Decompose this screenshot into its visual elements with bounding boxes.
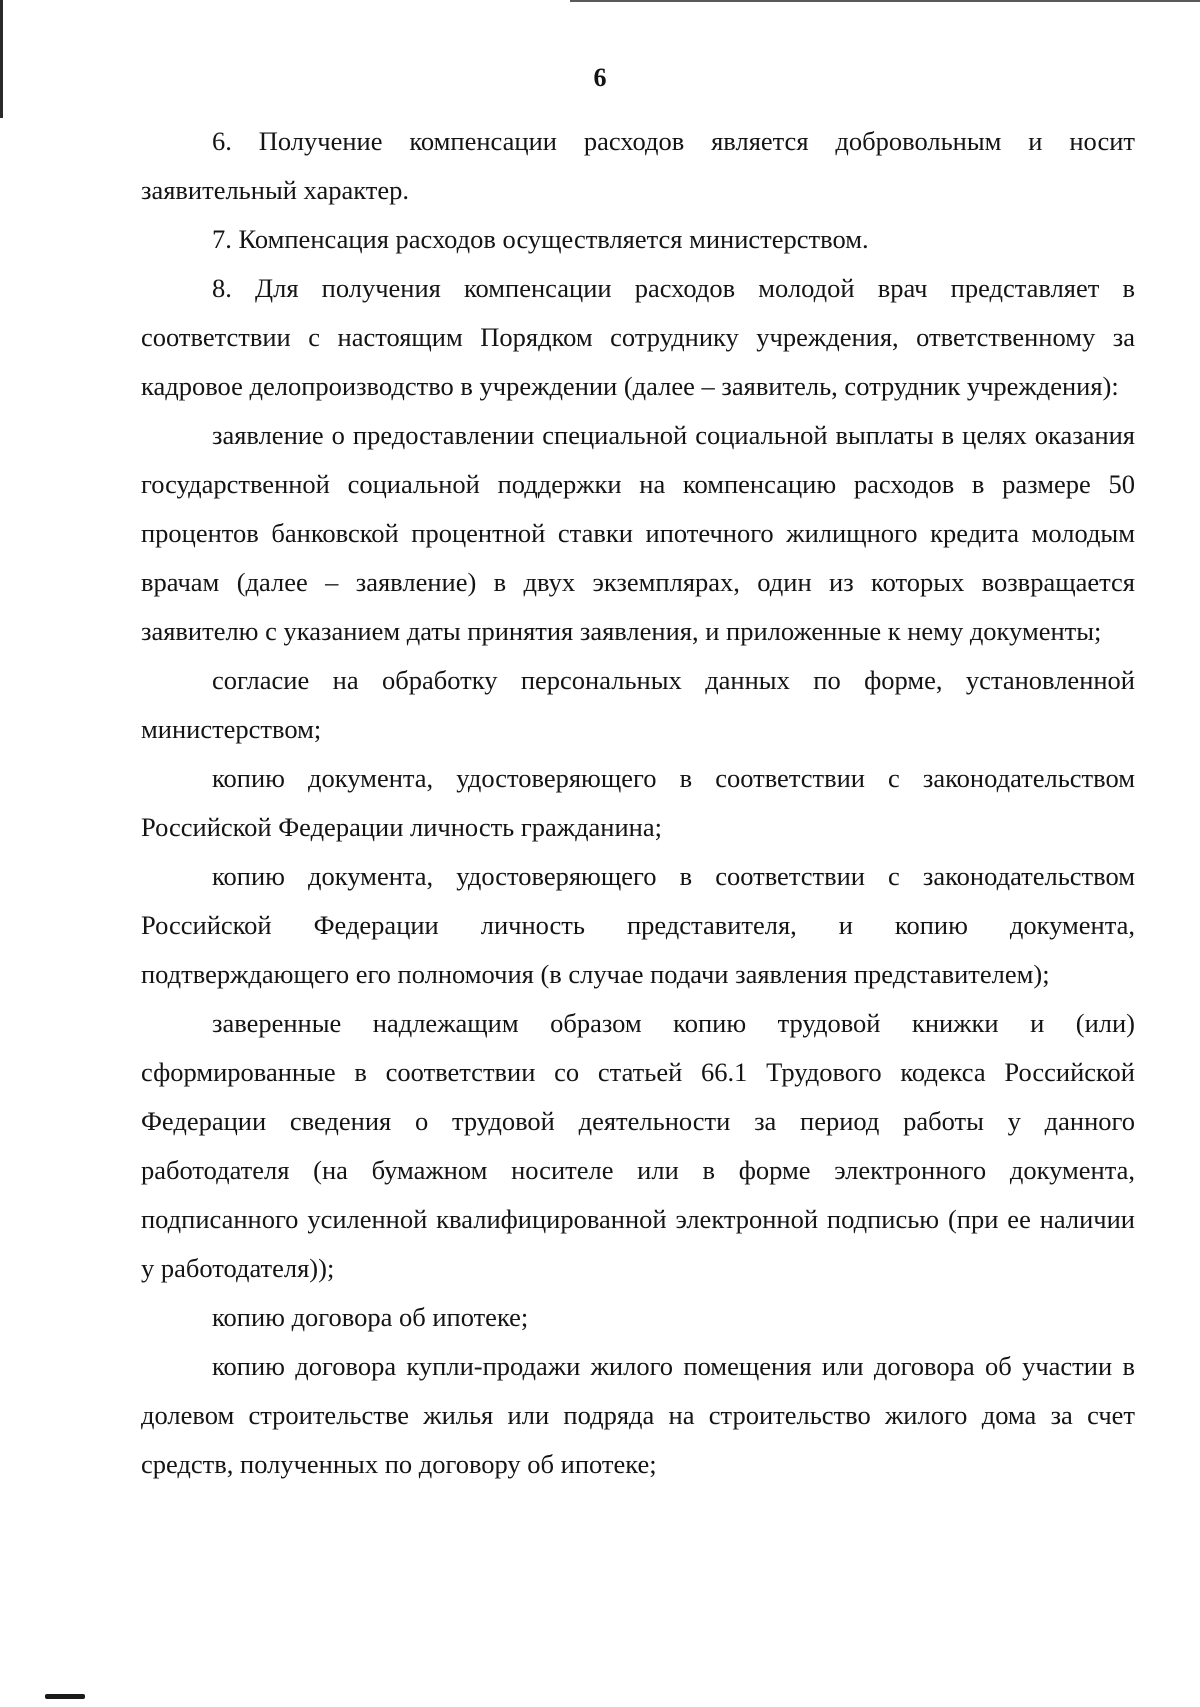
page-number: 6 bbox=[593, 63, 607, 92]
paragraph-item-7: 7. Компенсация расходов осуществляется министерством. bbox=[212, 224, 869, 254]
list-item-consent: согласие на обработку персональных данных по форме, установленной министерством; bbox=[141, 665, 1135, 744]
scan-edge-shadow-top bbox=[570, 0, 1200, 2]
list-item-mortgage-agreement: копию договора об ипотеке; bbox=[212, 1302, 529, 1332]
list-item-employment-record: заверенные надлежащим образом копию трудовой книжки и (или) сформированные в соответствии со статьей 66.1 Трудового кодекса Российской Федерации сведения о трудовой деятельности за период работы у данного работодателя (на бумажном носителе или в форме электронного документа, подписанного усиленной квалифицированной электронной подписью (при ее наличии у работодателя)); bbox=[141, 1008, 1135, 1283]
scan-edge-shadow-left bbox=[0, 0, 3, 118]
paragraph-item-6: 6. Получение компенсации расходов является добровольным и носит заявительный характер. bbox=[141, 126, 1135, 205]
list-item-purchase-agreement: копию договора купли-продажи жилого помещения или договора об участии в долевом строительстве жилья или подряда на строительство жилого дома за счет средств, полученных по договору об ипотеке; bbox=[141, 1351, 1135, 1479]
list-item-identity-document: копию документа, удостоверяющего в соответствии с законодательством Российской Федерации личность гражданина; bbox=[141, 763, 1135, 842]
list-item-application: заявление о предоставлении специальной социальной выплаты в целях оказания государственной социальной поддержки на компенсацию расходов в размере 50 процентов банковской процентной ставки ипотечного жилищного кредита молодым врачам (далее – заявление) в двух экземплярах, один из которых возвращается заявителю с указанием даты принятия заявления, и приложенные к нему документы; bbox=[141, 420, 1135, 646]
paragraph-item-8: 8. Для получения компенсации расходов молодой врач представляет в соответствии с настоящим Порядком сотруднику учреждения, ответственному за кадровое делопроизводство в учреждении (далее – заявитель, сотрудник учреждения): bbox=[141, 273, 1135, 401]
document-body bbox=[141, 117, 1135, 1489]
scan-artifact-mark bbox=[45, 1694, 85, 1699]
list-item-representative-document: копию документа, удостоверяющего в соответствии с законодательством Российской Федерации личность представителя, и копию документа, подтверждающего его полномочия (в случае подачи заявления представителем); bbox=[141, 861, 1135, 989]
